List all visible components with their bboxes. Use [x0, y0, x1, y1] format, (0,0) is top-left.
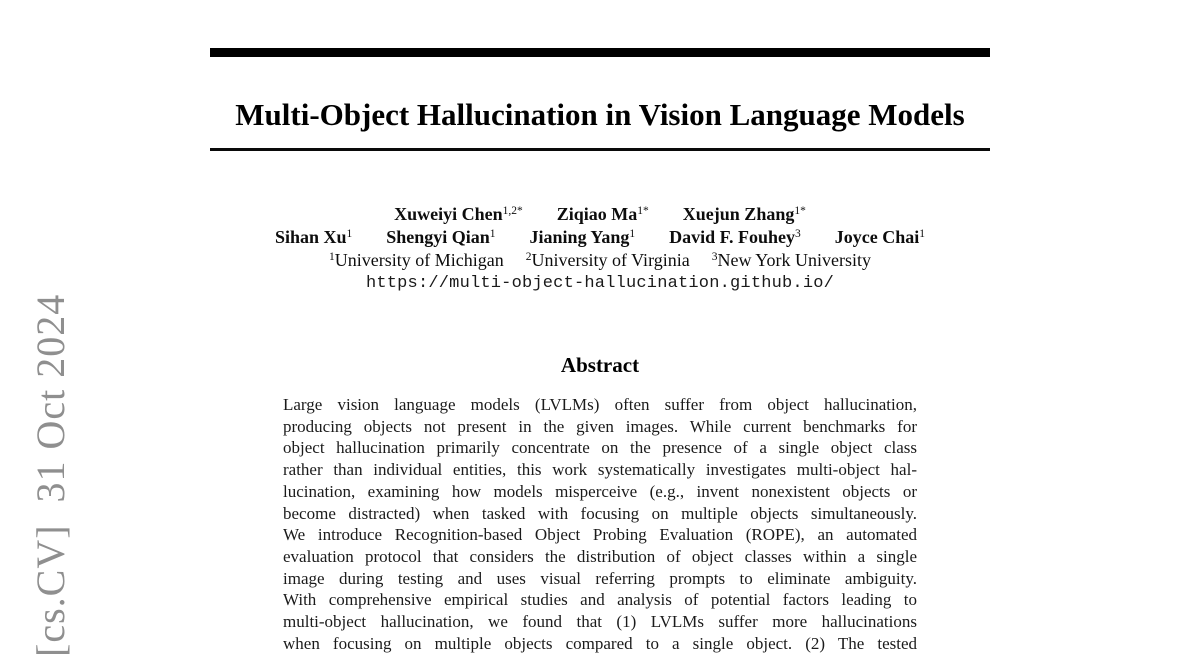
author — [669, 226, 801, 249]
affiliation-name: University of Virginia — [531, 250, 690, 270]
authors-row-2 — [110, 226, 1090, 249]
author-name: Shengyi Qian — [386, 227, 490, 247]
abstract-line: become distracted) when tasked with focusing on multiple objects simultaneously. — [283, 503, 917, 523]
affiliation-sup: 1 — [329, 251, 335, 263]
affiliation-name: New York University — [717, 250, 871, 270]
top-rule — [210, 48, 990, 57]
abstract-line: evaluation protocol that considers the distribution of object classes within a single — [283, 546, 917, 566]
author — [275, 226, 352, 249]
arxiv-watermark: [cs.CV] 31 Oct 2024 — [28, 293, 73, 657]
author — [386, 226, 495, 249]
author — [557, 203, 649, 226]
author-name: Xuejun Zhang — [682, 204, 795, 224]
abstract-line: rather than individual entities, this work systematically investigates multi-object hal- — [283, 460, 917, 480]
abstract-line: Large vision language models (LVLMs) often suffer from object hallucination, — [283, 395, 917, 414]
abstract-line: multi-object hallucination, we found that (1) LVLMs suffer more hallucinations — [283, 612, 917, 632]
author-affil-sup: 1,2* — [502, 205, 523, 217]
abstract-line: With comprehensive empirical studies and analysis of potential factors leading to — [283, 590, 917, 610]
author — [835, 226, 925, 249]
abstract-line: when focusing on multiple objects compared to a single object. (2) The tested — [283, 633, 917, 653]
title-rule — [210, 148, 990, 151]
author-name: Joyce Chai — [834, 227, 920, 247]
abstract-line: We introduce Recognition-based Object Probing Evaluation (ROPE), an automated — [283, 525, 917, 545]
author-name: Xuweiyi Chen — [394, 204, 503, 224]
author — [530, 226, 636, 249]
author-affil-sup: 1* — [637, 205, 649, 217]
author-affil-sup: 1 — [919, 228, 926, 240]
abstract-heading: Abstract — [560, 353, 640, 377]
author-name: Jianing Yang — [529, 227, 630, 247]
affiliation-sup: 2 — [525, 251, 532, 263]
abstract-line: object hallucination primarily concentrate on the presence of a single object class — [283, 438, 917, 458]
author-name: Ziqiao Ma — [556, 204, 638, 224]
paper-title: Multi-Object Hallucination in Vision Language Models — [235, 96, 965, 132]
author-affil-sup: 1* — [794, 205, 806, 217]
affiliation — [329, 249, 504, 272]
affiliation — [526, 249, 690, 272]
affiliations-row — [110, 249, 1090, 272]
author-affil-sup: 1 — [629, 228, 636, 240]
author-affil-sup: 1 — [489, 228, 496, 240]
author — [683, 203, 806, 226]
project-url-link[interactable]: https://multi-object-hallucination.github.io/ — [365, 274, 835, 293]
abstract-line: producing objects not present in the given images. While current benchmarks for — [283, 416, 917, 436]
author — [394, 203, 523, 226]
author-affil-sup: 3 — [795, 228, 801, 240]
affiliation-name: University of Michigan — [334, 250, 504, 270]
authors-row-1 — [110, 203, 1090, 226]
affiliation — [712, 249, 871, 272]
author-name: David F. Fouhey — [669, 227, 796, 247]
author-name: Sihan Xu — [274, 227, 347, 247]
abstract-body — [283, 394, 917, 654]
affiliation-sup: 3 — [711, 251, 718, 263]
abstract-line: image during testing and uses visual referring prompts to eliminate ambiguity. — [283, 568, 917, 588]
abstract-line: lucination, examining how models misperceive (e.g., invent nonexistent objects or — [283, 481, 917, 501]
author-affil-sup: 1 — [346, 228, 353, 240]
